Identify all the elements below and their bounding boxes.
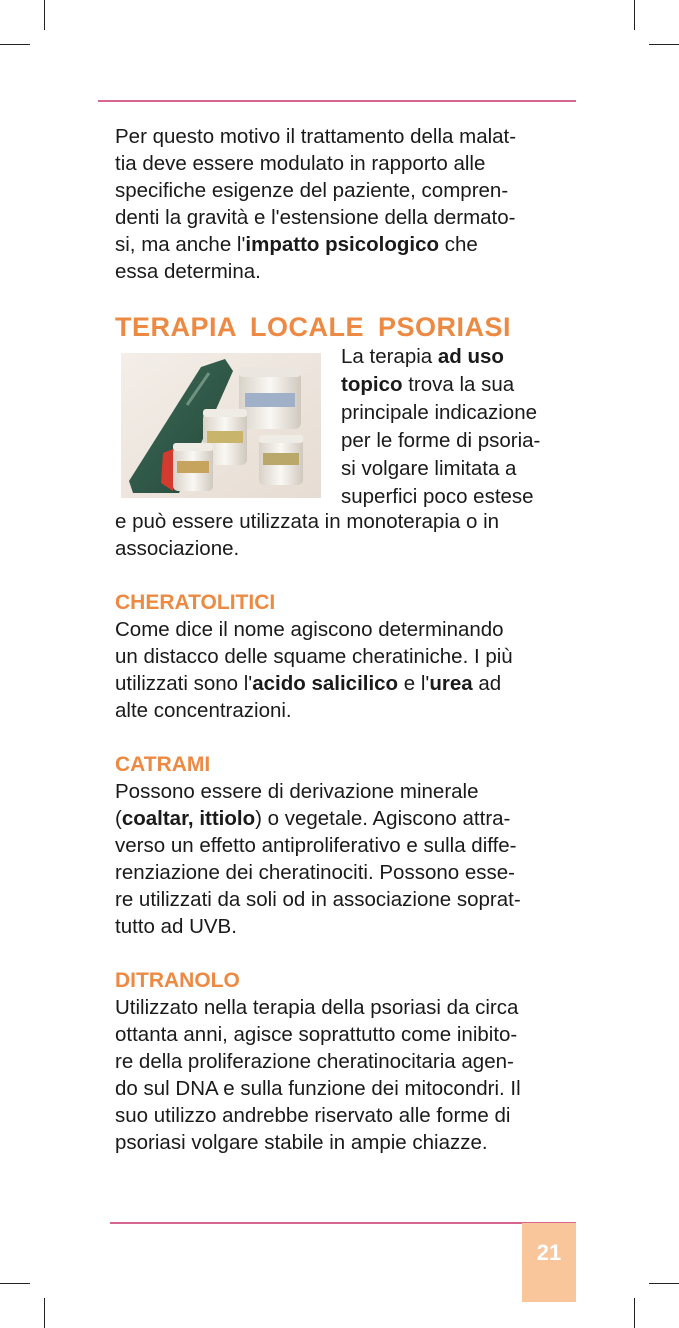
body-line: ottanta anni, agisce soprattutto come inibito- [115,1023,518,1046]
body-line: psoriasi volgare stabile in ampie chiazze. [115,1131,488,1154]
intro-text: si, ma anche l' [115,233,246,256]
section-cheratolitici [115,589,580,724]
topical-line: principale indicazione [341,401,538,424]
topical-line: per le forme di psoria- [341,429,541,452]
bold-term: urea [429,672,473,695]
body-line: re utilizzati da soli od in associazione soprat- [115,888,521,911]
page-number: 21 [536,1240,562,1265]
topical-text: La terapia [341,345,438,368]
top-rule [98,100,576,102]
topical-line [341,343,571,371]
body-line: verso un effetto antiproliferativo e sulla diffe- [115,834,517,857]
subheading-cheratolitici: CHERATOLITICI [115,591,276,614]
bold-term: coaltar, ittiolo [121,807,256,830]
intro-paragraph [115,123,580,285]
body-text: ) o vegetale. Agiscono attra- [255,807,511,830]
topical-therapy-continued [115,508,575,562]
subheading-ditranolo: DITRANOLO [115,969,240,992]
crop-mark-bottom-left-h [0,1283,30,1284]
crop-mark-bottom-left-v [44,1298,45,1328]
bottom-rule [110,1222,576,1224]
topical-line: superfici poco estese [341,485,534,508]
section-ditranolo [115,967,580,1156]
crop-mark-top-left-h [0,44,30,45]
intro-line: specifiche esigenze del paziente, compren- [115,179,509,202]
section-catrami [115,751,580,940]
crop-mark-top-left-v [44,0,45,30]
body-line: renziazione dei cheratinociti. Possono esse- [115,861,515,884]
topical-text: trova la sua [402,373,515,396]
body-text: e l' [398,672,430,695]
intro-line: essa determina. [115,260,261,283]
topical-therapy-text [341,343,571,511]
intro-bold-term: impatto psicologico [245,233,440,256]
body-line: do sul DNA e sulla funzione dei mitocondri. Il [115,1077,521,1100]
body-line: suo utilizzo andrebbe riservato alle forme di [115,1104,511,1127]
body-text: ad [472,672,502,695]
crop-mark-bottom-right-h [649,1283,679,1284]
subheading-catrami: CATRAMI [115,753,211,776]
body-line: tutto ad UVB. [115,915,237,938]
body-line: un distacco delle squame cheratiniche. I più [115,645,513,668]
product-photo [121,353,321,498]
intro-line: denti la gravità e l'estensione della dermato- [115,206,516,229]
crop-mark-bottom-right-v [634,1298,635,1328]
topical-line [341,371,571,399]
bold-term: acido salicilico [252,672,399,695]
body-line: alte concentrazioni. [115,699,292,722]
crop-mark-top-right-v [634,0,635,30]
topical-line: si volgare limitata a [341,457,517,480]
topical-line: e può essere utilizzata in monoterapia o in [115,510,500,533]
body-line [115,670,580,697]
intro-text: che [439,233,478,256]
body-text: ( [115,807,122,830]
section-heading: TERAPIA LOCALE PSORIASI [115,312,512,342]
body-line: Utilizzato nella terapia della psoriasi da circa [115,996,519,1019]
topical-line: associazione. [115,537,240,560]
body-text: utilizzati sono l' [115,672,253,695]
crop-mark-top-right-h [649,44,679,45]
topical-bold-term: topico [341,373,403,396]
body-line: Come dice il nome agiscono determinando [115,618,504,641]
intro-line: Per questo motivo il trattamento della malat- [115,125,517,148]
intro-line [115,231,580,258]
body-line: Possono essere di derivazione minerale [115,780,479,803]
body-line [115,805,580,832]
intro-line: tia deve essere modulato in rapporto alle [115,152,486,175]
topical-bold-term: ad uso [437,345,504,368]
product-illustration [121,353,321,498]
body-line: re della proliferazione cheratinocitaria agen- [115,1050,514,1073]
